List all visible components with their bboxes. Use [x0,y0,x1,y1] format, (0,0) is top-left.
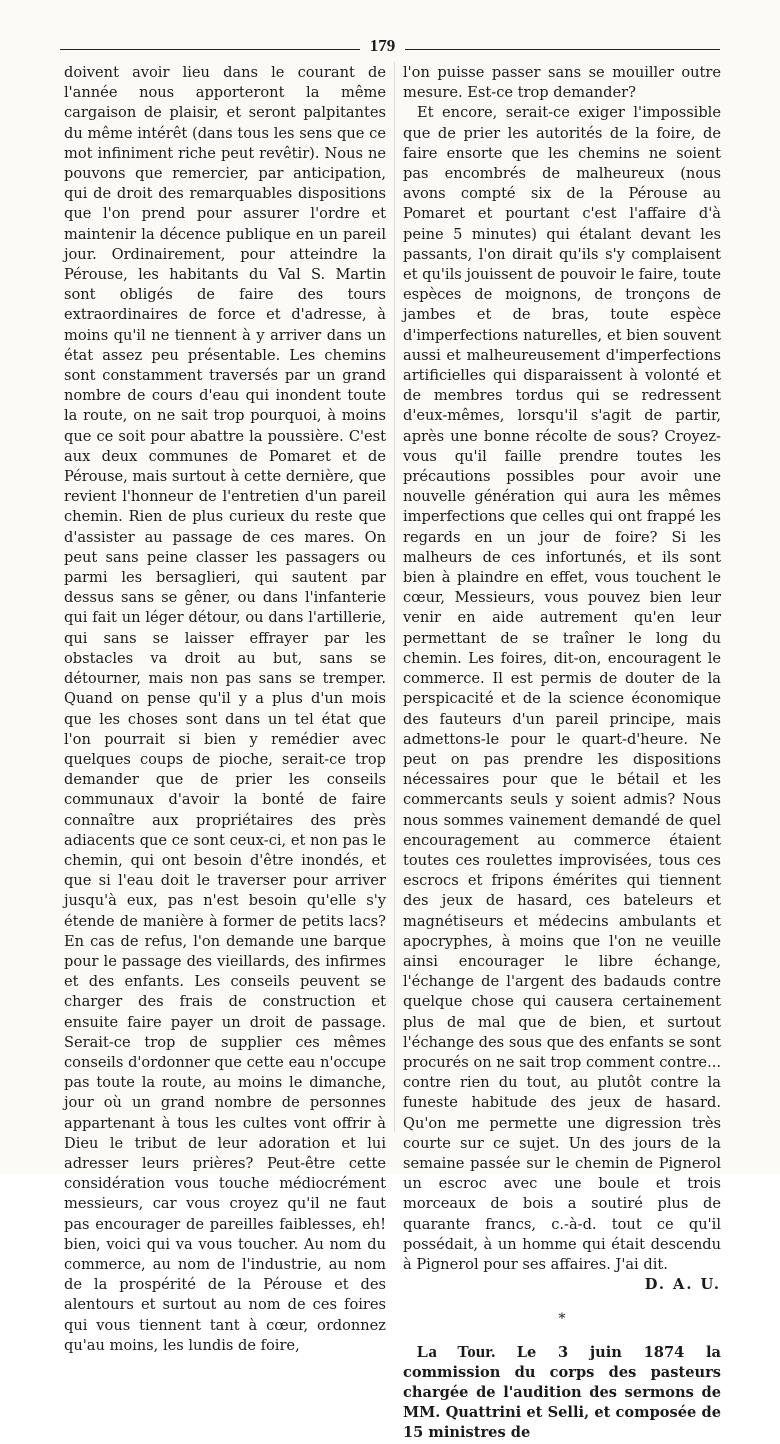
section-paragraph [403,1342,721,1444]
column-divider [394,62,395,1132]
left-column [64,63,386,1356]
section-text: Le 3 juin 1874 la commission du corps des pasteurs chargée de l'audition des sermons de MM. Quattrini et Selli, et composée de 15 ministres de [403,1343,722,1442]
right-column-continuation: l'on puisse passer sans se mouiller outre mesure. Est-ce trop demander? [403,64,721,102]
right-column [403,63,721,1444]
section-separator: * [558,1311,566,1328]
header-rule-right [405,49,720,50]
right-column-paragraph: Et encore, serait-ce exiger l'impossible que de prier les autorités de la foire, de faire ensorte que les chemins ne soient pas encombrés de malheureux (nous avons compté six de la Pérouse au Pomaret et pourtant c'est l'affaire d'à peine 5 minutes) qui étalant devant les passants, l'on dirait qu'ils s'y complaisent et qu'ils jouissent de pouvoir le faire, toute espèces de moignons, de tronçons de jambes et de bras, toute espèce d'imperfections naturelles, et bien souvent aussi et malheureusement d'imperfections artificielles qui disparaissent à volonté et de membres tordus qui se redressent d'eux-mêmes, lorsqu'il s'agit de partir, après une bonne récolte de sous? Croyez-vous qu'il faille prendre toutes les précautions possibles pour avoir une nouvelle génération qui aura les mêmes imperfections que celles qui ont frappé les regards en un jour de foire? Si les malheurs de ces infortunés, et ils sont bien à plaindre en effet, vous touchent le cœur, Messieurs, vous pouvez bien leur venir en aide autrement qu'en leur permettant de se traîner le long du chemin. Les foires, dit-on, encouragent le commerce. Il est permis de douter de la perspicacité et de la science économique des fauteurs d'un pareil principe, mais admettons-le pour le quart-d'heure. Ne peut on pas prendre les dispositions nécessaires pour que le bétail et les commercants seuls y soient admis? Nous nous sommes vainement demandé de quel encouragement au commerce étaient toutes ces roulettes improvisées, tous ces escrocs et fripons émérites qui tiennent des jeux de hasard, ces bateleurs et magnétiseurs et médecins ambulants et apocryphes, à moins que l'on ne veuille ainsi encourager le libre échange, l'échange de l'argent des badauds contre quelque chose qui causera certainement plus de mal que de bien, et surtout l'échange des sous que des enfants se sont procurés on ne sait trop comment contre... contre rien du tout, au plutôt contre la funeste habitude des jeux de hasard. Qu'on me permette une digression très courte sur ce sujet. Un des jours de la semaine passée sur le chemin de Pignerol un escroc avec une boule et trois morceaux de bois a soutiré plus de quarante francs, c.-à-d. tout ce qu'il possédait, à un homme qui était descendu à Pignerol pour ses affaires. J'ai dit. [403,104,721,1273]
article-signature: D. A. U. [644,1276,721,1294]
header-rule-left [60,49,360,50]
section-heading: La Tour. [417,1341,496,1361]
page-number: 179 [369,36,396,55]
left-column-text: doivent avoir lieu dans le courant de l'année nous apporteront la même cargaison de plaisir, et seront palpitantes du même intérêt (dans tous les sens que ce mot infiniment riche peut revêtir). Nous ne pouvons que remercier, par anticipation, qui de droit des remarquables dispositions que l'on prend pour assurer l'ordre et maintenir la décence publique en un pareil jour. Ordinairement, pour atteindre la Pérouse, les habitants du Val S. Martin sont obligés de faire des tours extraordinaires de force et d'adresse, à moins qu'il ne tiennent à y arriver dans un état assez peu présentable. Les chemins sont constamment traversés par un grand nombre de cours d'eau qui inondent toute la route, on ne sait trop pourquoi, à moins que ce soit pour abattre la poussière. C'est aux deux communes de Pomaret et de Pérouse, mais surtout à cette dernière, que revient l'honneur de l'entretien d'un pareil chemin. Rien de plus curieux du reste que d'assister au passage de ces mares. On peut sans peine classer les passagers ou parmi les bersaglieri, qui sautent par dessus sans se gêner, ou dans l'infanterie qui fait un léger détour, ou dans l'artillerie, qui sans se laisser effrayer par les obstacles va droit au but, sans se détourner, mais non pas sans se tremper. Quand on pense qu'il y a plus d'un mois que les choses sont dans un tel état que l'on pourrait si bien y remédier avec quelques coups de pioche, serait-ce trop demander que de prier les conseils communaux d'avoir la bonté de faire connaître aux propriétaires des près adiacents que ce sont ceux-ci, et non pas le chemin, qui ont besoin d'être inondés, et que si l'eau doit le traverser pour arriver jusqu'à eux, pas n'est besoin qu'elle s'y étende de manière à former de petits lacs? En cas de refus, l'on demande une barque pour le passage des vieillards, des infirmes et des enfants. Les conseils peuvent se charger des frais de construction et ensuite faire payer un droit de passage. Serait-ce trop de supplier ces mêmes conseils d'ordonner que cette eau n'occupe pas toute la route, au moins le dimanche, jour où un grand nombre de personnes appartenant à tous les cultes vont offrir à Dieu le tribut de leur adoration et lui adresser leurs prières? Peut-être cette considération vous touche médiocrément messieurs, car vous croyez qu'il ne faut pas encourager de pareilles faiblesses, eh! bien, voici qui va vous toucher. Au nom du commerce, au nom de l'industrie, au nom de la prospérité de la Pérouse et des alentours et surtout au nom de ces foires qui vous tiennent tant à cœur, ordonnez qu'au moins, les lundis de foire, [64,64,386,1354]
